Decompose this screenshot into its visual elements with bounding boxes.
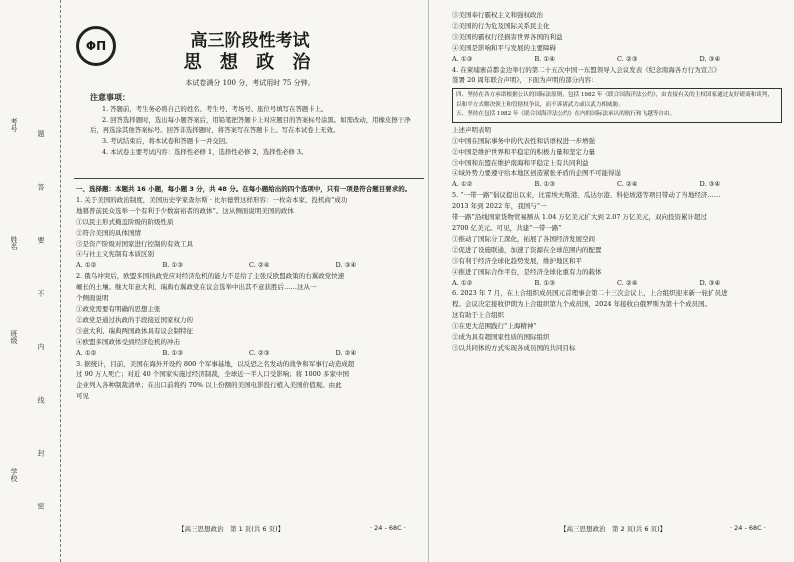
option-line: ①在更大范围践行“上海精神” bbox=[452, 322, 537, 331]
choice-a: A. ①② bbox=[76, 261, 97, 270]
option-line: ④与社主义宪制有本质区别 bbox=[76, 250, 154, 259]
exam-no-label: 考号 bbox=[10, 118, 18, 132]
question-line: 程。会议决定接收伊朗为上合组织第九个成员国，2024 年接收白俄罗斯为第十个成员国。 bbox=[452, 300, 712, 309]
choice-c: C. ②④ bbox=[617, 180, 638, 189]
right-page-footer: 【高三思想政治 第 2 页(共 6 页)】 bbox=[560, 525, 667, 533]
option-line: ④美国是影响和平与发展的主要障碍 bbox=[452, 43, 556, 52]
choice-b: B. ①④ bbox=[534, 54, 556, 63]
question-line: 5. “一带一路”倡议提出以来，比雷埃夫斯港、瓜达尔港、科伦坡港等项目带动了当地经济…… bbox=[452, 191, 721, 200]
answer-choices bbox=[76, 348, 422, 359]
school-label: 学校 bbox=[10, 468, 18, 482]
choice-a: A. ①③ bbox=[452, 54, 473, 63]
choice-d: D. ②④ bbox=[335, 348, 357, 357]
option-line: ③美国奉行霸权主义和强权政治 bbox=[452, 11, 543, 19]
answer-choices bbox=[76, 260, 422, 271]
seal-line-text: 题 答 要 不 内 线 封 密 bbox=[37, 130, 45, 532]
notice-item: 2. 回答选择题时，选出每小题答案后，用铅笔把答题卡上对应题目的答案标号涂黑。如需改动，用橡皮擦干净后，再选涂其他答案标号。回答非选择题时，将答案写在答题卡上。写在本试卷上无效。 bbox=[90, 115, 411, 135]
right-page-code: · 24 - 68C · bbox=[730, 524, 766, 532]
choice-c: C. ②④ bbox=[249, 261, 270, 270]
choice-a: A. ①② bbox=[76, 348, 97, 357]
option-line: ②中国是维护世界和平稳定的积极力量和坚定力量 bbox=[452, 147, 595, 156]
choice-d: D. ③④ bbox=[699, 278, 721, 287]
left-column bbox=[76, 184, 422, 402]
option-line: ③美国的霸权行径损害世界各国的利益 bbox=[452, 32, 563, 41]
option-line: ①推动了国际分工深化，拓展了各国经济发展空间 bbox=[452, 234, 595, 243]
choice-b: B. ①③ bbox=[162, 348, 184, 357]
question-line: 2. 俄乌冲突后，欧盟多国执政党应对经济危机的能力不足给了主张反欧盟政策的右翼政党快速 bbox=[76, 272, 345, 281]
question-line: 上述声明表明 bbox=[452, 125, 491, 134]
choice-d: D. ③④ bbox=[335, 261, 357, 270]
choice-d: D. ③④ bbox=[699, 180, 721, 189]
page-divider bbox=[428, 0, 429, 562]
option-line: ④欧盟多国政体受到经济危机的冲击 bbox=[76, 337, 180, 346]
question-line: 地篡普前民众选举一个有利于少数富裕者的政体”。这从侧面说明美国的政体 bbox=[76, 206, 294, 215]
choice-b: B. ①③ bbox=[162, 261, 184, 270]
question-line: 4. 在柬埔寨首都金边举行的第二十五次中国一东盟领导人会议发表《纪念南海各方行为宣言》 bbox=[452, 65, 721, 74]
option-line: ③是资产阶级对国家进行控制的有效工具 bbox=[76, 239, 193, 248]
option-line: ③意大利、瑞典两国政体具有议会制特征 bbox=[76, 326, 193, 335]
option-line: ②符合美国的具体国情 bbox=[76, 228, 141, 237]
right-column bbox=[452, 10, 782, 354]
left-page-code: · 24 - 68C · bbox=[370, 524, 406, 532]
subject-title: 思 想 政 治 bbox=[183, 52, 317, 73]
choice-b: B. ①③ bbox=[534, 180, 556, 189]
question-line: 签署 20 周年联合声明》，下面为声明的部分内容： bbox=[452, 76, 598, 85]
section-separator bbox=[74, 178, 424, 179]
notice-block bbox=[90, 93, 415, 158]
choice-c: C. ②③ bbox=[617, 54, 638, 63]
option-line: ②成为具有超国家性质的国际组织 bbox=[452, 333, 550, 342]
notice-title: 注意事项： bbox=[90, 93, 130, 102]
declaration-line: 五、坚持在包括 1982 年《联合国海洋法公约》在内的国际法承认的航行和飞越等自由。 bbox=[456, 111, 676, 118]
question-line: 可见 bbox=[76, 392, 89, 401]
declaration-box bbox=[452, 88, 782, 123]
notice-item: 4. 本试卷主要考试内容：选择性必修 1，选择性必修 2，选择性必修 3。 bbox=[102, 147, 308, 156]
notice-item: 3. 考试结束后，将本试卷和答题卡一并交回。 bbox=[102, 137, 232, 146]
option-line: ②政党是通过执政的手段接近国家权力的 bbox=[76, 315, 193, 324]
choice-d: D. ③④ bbox=[699, 54, 721, 63]
option-line: ②美国的行为危及国际关系民主化 bbox=[452, 21, 550, 30]
notice-item: 1. 答题前，考生务必将自己的姓名、考生号、考场号、座位号填写在答题卡上。 bbox=[102, 104, 328, 113]
question-line: 6. 2023 年 7 月，在上合组织成员国元首理事会第二十三次会议上，上合组织迎来新一轮扩员进 bbox=[452, 289, 728, 298]
option-line: ③以共同体的方式实现各成员国的共同目标 bbox=[452, 343, 576, 352]
choice-b: B. ①③ bbox=[534, 278, 556, 287]
question-line: 崛长的土壤。继大年意大利、瑞典右翼政党在议会选举中出其不意获胜后……这从一 bbox=[76, 283, 317, 292]
question-line: 过 90 万人死亡；对近 40 个国家实施过经济制裁，全球近一半人口受影响；将 1000 多家中国 bbox=[76, 370, 349, 379]
question-line: 3. 据统计，目前，美国在海外开设约 800 个军事基地，以反恐之名发动的战争和军事行动造成超 bbox=[76, 359, 355, 368]
name-label: 姓名 bbox=[10, 236, 18, 250]
exam-title: 高三阶段性考试 bbox=[190, 31, 310, 51]
option-line: ①以民主形式掩盖阶级的阶级性质 bbox=[76, 217, 174, 226]
option-line: ①政党需要有明确的思想主张 bbox=[76, 304, 161, 313]
option-line: ①中国在国际事务中的代表性和话语权进一步增强 bbox=[452, 136, 595, 145]
choice-c: C. ②③ bbox=[249, 348, 270, 357]
question-line: 2013 年到 2022 年，我国与“一 bbox=[452, 202, 547, 211]
option-line: ②促进了设施联通，加速了资源在全球范围内的配置 bbox=[452, 245, 602, 254]
exam-logo-icon: ΦΠ bbox=[76, 26, 116, 66]
left-page-footer: 【高三思想政治 第 1 页(共 6 页)】 bbox=[178, 525, 285, 533]
option-line: ③有利于经济全球化趋势发展，维护地区和平 bbox=[452, 256, 582, 265]
option-line: ③中国和东盟在维护南海和平稳定上有共同利益 bbox=[452, 158, 589, 167]
option-line: ④域外势力要遵守给本地区创造紧张矛盾的企图不可能得逞 bbox=[452, 169, 621, 178]
exam-meta: 本试卷满分 100 分，考试用时 75 分钟。 bbox=[185, 79, 315, 87]
question-line: 2700 亿美元。可见，共建“一带一路” bbox=[452, 224, 562, 232]
class-label: 班级 bbox=[10, 330, 18, 344]
question-line: 带一路”沿线国家货物贸易额从 1.04 万亿美元扩大到 2.07 万亿美元，双向投资累计超过 bbox=[452, 213, 708, 222]
choice-c: C. ②④ bbox=[617, 278, 638, 287]
choice-a: A. ①② bbox=[452, 278, 473, 287]
question-line: 1. 关于美国的政治制度，美国历史学家查尔斯 · 比尔德曾这样形容：一枚奇本家、投机商“成功 bbox=[76, 195, 348, 204]
question-line: 个侧面说明 bbox=[76, 294, 109, 303]
answer-choices bbox=[452, 179, 782, 190]
answer-choices bbox=[452, 54, 782, 65]
choice-a: A. ①② bbox=[452, 180, 473, 189]
answer-choices bbox=[452, 278, 782, 289]
question-line: 企业列入各种制裁清单；在出口前将约 70% 以上份额的美国电影投行植入美国价值观。由此 bbox=[76, 381, 342, 390]
binding-strip bbox=[0, 0, 61, 562]
section-heading: 一、选择题：本题共 16 小题，每小题 3 分，共 48 分。在每小题给出的四个选项中，只有一项是符合题目要求的。 bbox=[76, 185, 412, 193]
option-line: ④推进了国际合作平台，是经济全球化重有力的载体 bbox=[452, 267, 602, 276]
declaration-line: 四、坚持在各方承诺根据公认的国际法原则，包括 1982 年《联合国海洋法公约》，由直接有关的主权国家通过友好磋商和谈判，以和平方式解决领土和管辖权争议，而不诉诸武力或以武力相威胁。 bbox=[456, 92, 774, 108]
question-line: 这有助于上合组织 bbox=[452, 311, 504, 320]
